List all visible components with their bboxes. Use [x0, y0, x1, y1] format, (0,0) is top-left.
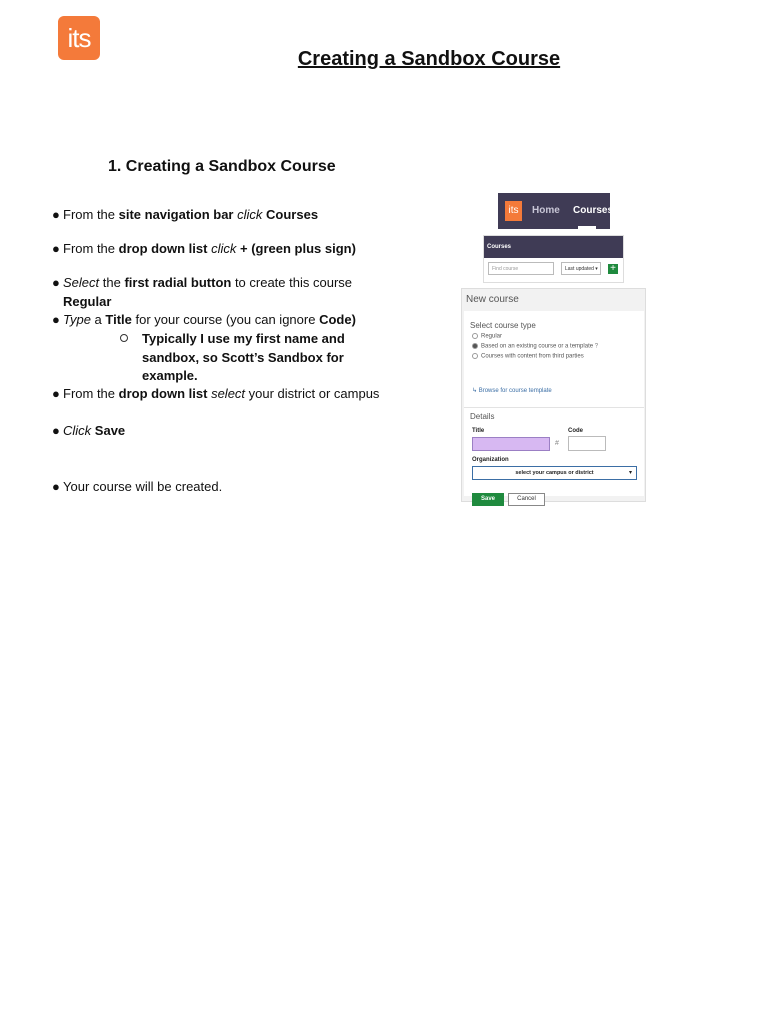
- bullet: ●: [52, 275, 60, 290]
- step-text-bold: site navigation bar: [118, 207, 234, 222]
- step-text-italic: Type: [63, 312, 91, 327]
- browse-template-link[interactable]: ↳ Browse for course template: [472, 388, 552, 394]
- nav-home-link[interactable]: Home: [532, 205, 560, 216]
- step-text-bold: Code): [319, 312, 356, 327]
- step-text: to create this course: [231, 275, 352, 290]
- step-7: [52, 478, 382, 497]
- active-tab-indicator: [578, 226, 596, 229]
- new-course-heading: New course: [466, 294, 519, 305]
- organization-select-value: select your campus or district: [515, 470, 594, 476]
- caret-down-icon: ▾: [628, 470, 632, 476]
- radio-label: Based on an existing course or a template: [481, 343, 594, 350]
- bullet: ●: [52, 207, 60, 222]
- new-course-form-screenshot: [461, 288, 646, 502]
- course-type-label: Select course type: [470, 321, 536, 330]
- step-text-bold: drop down list: [118, 241, 208, 256]
- step-text: a: [90, 312, 106, 327]
- step-4: [52, 311, 382, 330]
- organization-select[interactable]: [472, 466, 637, 480]
- sort-select[interactable]: Last updated ▾: [561, 262, 601, 275]
- bullet: ●: [52, 312, 60, 327]
- help-icon[interactable]: ?: [594, 343, 599, 350]
- radio-icon: [472, 353, 478, 359]
- step-text-italic: click: [211, 241, 237, 256]
- step-2: [52, 240, 382, 259]
- step-text-bold: first radial button: [124, 275, 232, 290]
- step-text-bold: Title: [105, 312, 132, 327]
- courses-dropdown-header: Courses: [484, 236, 623, 258]
- title-input[interactable]: [472, 437, 550, 451]
- bullet: ●: [52, 479, 60, 494]
- step-text-italic: select: [211, 386, 246, 401]
- section-heading: 1. Creating a Sandbox Course: [108, 158, 336, 175]
- radio-regular[interactable]: [472, 333, 502, 340]
- cancel-button[interactable]: Cancel: [508, 493, 545, 506]
- its-logo: its: [505, 201, 522, 221]
- bullet: ●: [52, 423, 60, 438]
- radio-icon: [472, 333, 478, 339]
- organization-label: Organization: [472, 457, 509, 463]
- step-text-bold: Save: [94, 423, 126, 438]
- radio-selected-icon: [472, 343, 478, 349]
- its-logo: its: [58, 16, 100, 60]
- nav-courses-link[interactable]: Courses: [573, 205, 614, 216]
- step-text-italic: Click: [63, 423, 92, 438]
- code-label: Code: [568, 428, 583, 434]
- nav-bar-screenshot: [498, 193, 614, 229]
- radio-label: Regular: [481, 333, 503, 340]
- step-text-bold: + (green plus sign): [239, 241, 356, 256]
- document-title: Creating a Sandbox Course: [297, 48, 561, 70]
- save-button[interactable]: Save: [472, 493, 504, 506]
- bullet: ●: [52, 386, 60, 401]
- hollow-bullet-icon: [120, 334, 128, 342]
- radio-label: Courses with content from third parties: [481, 353, 584, 360]
- code-input[interactable]: [568, 436, 606, 451]
- hash-symbol: #: [555, 440, 559, 447]
- step-text: From the: [63, 207, 119, 222]
- sub-item-text: Typically I use my first name and sandbox, so Scott’s Sandbox for example.: [142, 331, 345, 383]
- add-course-plus-icon[interactable]: +: [608, 264, 618, 274]
- step-text: From the: [63, 241, 119, 256]
- radio-existing-course[interactable]: [472, 343, 598, 350]
- title-label: Title: [472, 428, 485, 434]
- find-course-input[interactable]: Find course: [488, 262, 554, 275]
- step-1: [52, 206, 382, 225]
- new-course-card: [464, 311, 644, 502]
- details-label: Details: [470, 412, 495, 421]
- step-text-bold: drop down list: [118, 386, 208, 401]
- step-text-italic: Select: [63, 275, 100, 290]
- step-4-sub-item: [142, 330, 372, 386]
- step-text: your district or campus: [245, 386, 380, 401]
- step-6: [52, 422, 382, 441]
- step-text-italic: click: [237, 207, 263, 222]
- step-3: [52, 274, 382, 311]
- step-text-bold: Regular: [63, 293, 112, 309]
- step-text: for your course (you can ignore: [131, 312, 320, 327]
- step-text-bold: Courses: [266, 207, 319, 222]
- step-text: the: [99, 275, 125, 290]
- radio-third-party[interactable]: [472, 353, 584, 360]
- step-text: From the: [63, 386, 119, 401]
- courses-dropdown-screenshot: [483, 235, 624, 283]
- step-5: [52, 385, 382, 404]
- bullet: ●: [52, 241, 60, 256]
- section-divider: [464, 407, 644, 408]
- step-text: Your course will be created.: [63, 479, 223, 494]
